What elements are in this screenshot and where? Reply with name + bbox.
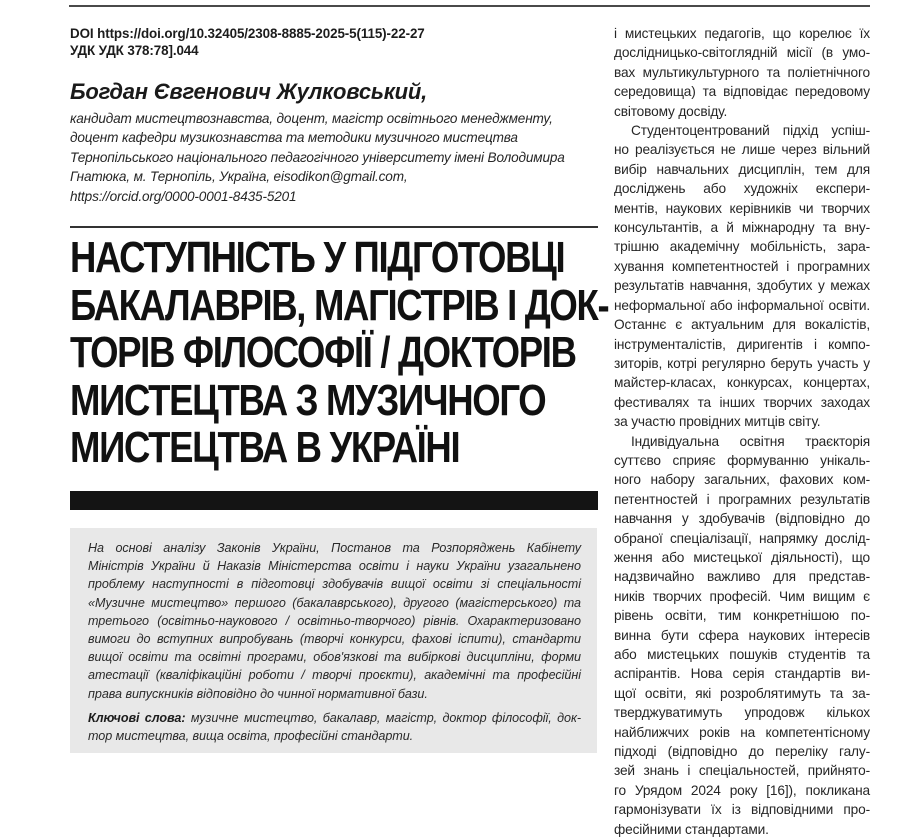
abstract-line: Міністрів України й Наказів Міністерства освіти і науки України узагальнено: [88, 559, 581, 574]
abstract-line: права випускників відповідно до чинної нормативної бази.: [88, 686, 428, 701]
body-text-line: винна бути сфера наукових інтересів: [614, 627, 870, 643]
body-text-line: Індивідуальна освітня траєкторія: [631, 433, 870, 449]
abstract-text: [88, 539, 581, 745]
keywords-line: [88, 709, 581, 727]
body-text-line: дослідницько-світоглядній місії (в умо-: [614, 45, 870, 61]
body-text-line: Студентоцентрований підхід успіш-: [631, 123, 870, 139]
abstract-box: [70, 528, 597, 753]
body-text-line: підході (відповідно до переліку галу-: [614, 744, 870, 760]
body-text-line: результатів навчання, здобутих у межах: [614, 278, 870, 294]
body-text-line: майстер-класах, конкурсах, концертах,: [614, 375, 870, 391]
affiliation-line: доцент кафедри музикознавства та методики музичного мистецтва: [70, 130, 518, 146]
udk-code: УДК УДК 378:78].044: [70, 43, 199, 58]
body-text-line: Останнє є актуальним для вокалістів,: [614, 317, 870, 333]
title-line: МИСТЕЦТВА В УКРАЇНІ: [70, 423, 460, 472]
article-header: [70, 25, 600, 206]
title-line: НАСТУПНІСТЬ У ПІДГОТОВЦІ: [70, 233, 565, 282]
body-text-line: середовища) та відповідає передовому: [614, 84, 870, 100]
abstract-line: вимоги до вступних випробувань (творчі конкурси, фахові іспити), стандарти: [88, 632, 581, 647]
title-line: МИСТЕЦТВА З МУЗИЧНОГО: [70, 375, 546, 425]
body-text-line: досліджень або художніх експери-: [614, 181, 870, 197]
body-text-line: зиторів, котрі регулярно беруть участь у: [614, 355, 870, 371]
orcid-link[interactable]: https://orcid.org/0000-0001-8435-5201: [70, 188, 297, 204]
keywords-label: Ключові слова:: [88, 710, 186, 725]
body-text-line: інструменталістів, диригентів і компо-: [614, 336, 870, 352]
body-text-line: аспірантів. Нова серія стандартів ви-: [614, 666, 870, 682]
body-text-line: найближчих років на компетентісному: [614, 724, 870, 740]
title-line: ТОРІВ ФІЛОСОФІЇ / ДОКТОРІВ: [70, 328, 576, 377]
title-divider: [70, 226, 598, 228]
body-text-line: суттєво сприяє формуванню унікаль-: [614, 452, 870, 468]
doi-link[interactable]: DOI https://doi.org/10.32405/2308-8885-2025-5(115)-22-27: [70, 26, 425, 41]
body-text-line: і мистецьких педагогів, що корелює їх: [614, 26, 870, 41]
body-text-line: петентностей і програмних результатів: [614, 491, 870, 507]
body-text-line: ментів, наукових керівників чи творчих: [614, 200, 870, 216]
body-text-line: неформальної або інформальної освіти.: [614, 297, 870, 313]
abstract-line: «Музичне мистецтво» першого (бакалаврського), другого (магістерського) та: [88, 595, 581, 610]
body-text-line: світовому досвіду.: [614, 103, 728, 119]
body-text-line: ного набору загальних, фахових ком-: [614, 472, 870, 488]
abstract-line: проблему наступності в підготовці здобувачів вищої освіти зі спеціальності: [88, 577, 581, 592]
affiliation-line: Тернопільського національного педагогічного університету імені Володимира: [70, 149, 565, 165]
body-text-line: або мистецьких пошуків студентів та: [614, 647, 870, 662]
title-bar-divider: [70, 491, 598, 510]
body-text-line: хування компетентностей і програмних: [614, 258, 870, 274]
body-text-line: навчання у здобувачів (відповідно до: [614, 511, 870, 527]
abstract-line: атестації (кваліфікаційні роботи / творчі проєкти), академічні та професійні: [88, 668, 581, 683]
body-text-column: [614, 24, 870, 839]
author-name: Богдан Євгенович Жулковський,: [70, 79, 428, 104]
keywords-text: музичне мистецтво, бакалавр, магістр, доктор філософії, док-: [185, 710, 581, 725]
top-rule: [69, 5, 870, 7]
abstract-line: третього (освітньо-наукового / освітньо-творчого) рівнів. Охарактеризовано: [88, 613, 581, 628]
keywords: [88, 709, 581, 745]
keywords-line: тор мистецтва, вища освіта, професійні стандарти.: [88, 729, 414, 744]
body-text-line: го Урядом 2024 року [16]), покликана: [614, 782, 870, 798]
abstract-line: вищої освіти та освітні програми, обов'язкові та вибіркові дисципліни, форми: [88, 650, 581, 665]
body-text-line: щої освіти, які розроблятимуть та за-: [614, 685, 870, 701]
body-text-line: зей знань і спеціальностей, прийнято-: [614, 763, 870, 779]
article-title: [70, 234, 618, 472]
body-text-line: обраної спеціалізації, напрямку дослід-: [614, 530, 870, 546]
body-text-line: фесійними стандартами.: [614, 821, 769, 837]
body-text-line: фестивалях та інших творчих заходах: [614, 394, 870, 410]
body-text-line: консультантів, а й міжнародну та вну-: [614, 220, 870, 236]
body-text-line: надзвичайно важливо для представ-: [614, 569, 870, 585]
body-text-line: вибір навчальних дисциплін, тем для: [614, 161, 870, 177]
body-text-line: ження або мистецької діяльності), що: [614, 549, 870, 565]
body-text-line: рівень освіти, тим конкретнішою по-: [614, 608, 870, 624]
body-text-line: гармонізувати їх із відповідними про-: [614, 802, 870, 818]
body-text-line: тверджуватимуть упродовж кількох: [614, 705, 870, 721]
body-text-line: но реалізується не лише через вільний: [614, 142, 870, 158]
title-line: БАКАЛАВРІВ, МАГІСТРІВ І ДОК-: [70, 280, 609, 330]
abstract-line: На основі аналізу Законів України, Постанов та Розпоряджень Кабінету: [88, 541, 581, 555]
body-text-line: ників творчих професій. Чим вищим є: [614, 588, 870, 604]
affiliation-line: кандидат мистецтвознавства, доцент, магістр освітнього менеджменту,: [70, 111, 553, 126]
body-text-line: за участю провідних митців світу.: [614, 414, 821, 430]
author-affiliation: [70, 109, 600, 206]
author-email[interactable]: Гнатюка, м. Тернопіль, Україна, eisodikon@gmail.com,: [70, 169, 408, 185]
body-text-line: вах мультикультурного та поліетнічного: [614, 64, 870, 80]
body-text-line: трішню академічну мобільність, зара-: [614, 239, 870, 255]
